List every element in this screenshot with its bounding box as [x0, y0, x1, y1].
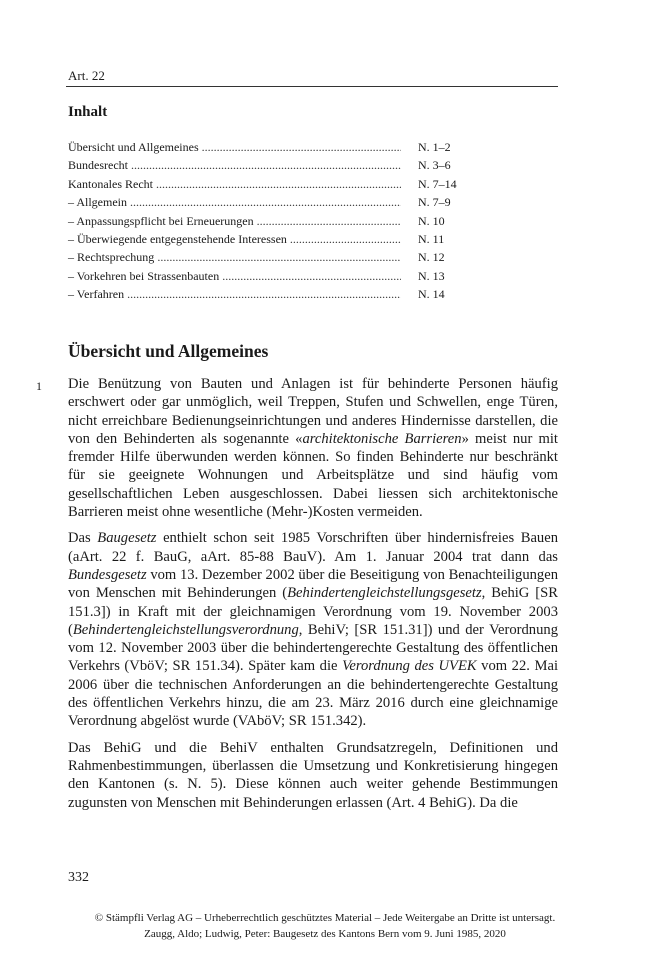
toc-leader	[130, 195, 401, 210]
margin-number: 1	[36, 379, 42, 393]
table-of-contents	[68, 140, 488, 306]
toc-entry[interactable]: – Rechtsprechung ..... N. 12	[68, 250, 488, 268]
toc-leader	[290, 232, 401, 247]
copyright-footer	[0, 910, 650, 942]
toc-entry[interactable]: Kantonales Recht ..... N. 7–14	[68, 177, 488, 195]
toc-entry[interactable]: – Allgemein ..... N. 7–9	[68, 195, 488, 213]
toc-leader	[222, 269, 401, 284]
toc-leader	[131, 158, 401, 173]
article-label: Art. 22	[68, 68, 105, 83]
toc-leader	[156, 177, 401, 192]
page-number: 332	[68, 870, 89, 885]
toc-leader	[127, 287, 401, 302]
toc-entry[interactable]: – Anpassungspflicht bei Erneuerungen ..... N. 10	[68, 214, 488, 232]
footer-line: Zaugg, Aldo; Ludwig, Peter: Baugesetz des Kantons Bern vom 9. Juni 1985, 2020	[144, 928, 506, 940]
header-rule	[66, 86, 558, 87]
toc-entry[interactable]: Bundesrecht ..... N. 3–6	[68, 158, 488, 176]
toc-entry[interactable]: – Verfahren ..... N. 14	[68, 287, 488, 305]
footer-line: © Stämpfli Verlag AG – Urheberrechtlich geschütztes Material – Jede Weitergabe an Dritte ist untersagt.	[94, 912, 556, 924]
toc-entry[interactable]: Übersicht und Allgemeines ..... N. 1–2	[68, 140, 488, 158]
toc-entry[interactable]: – Überwiegende entgegenstehende Interessen ..... N. 11	[68, 232, 488, 250]
toc-leader	[202, 140, 401, 155]
toc-leader	[257, 214, 401, 229]
paragraph: Das Baugesetz enthielt schon seit 1985 Vorschriften über hindernisfreies Bauen (aArt. 22 f. BauG, aArt. 85-88 BauV). Am 1. Januar 2004 trat dann das Bundesgesetz vom 13. Dezember 2002 über die Beseitigung von Benachteiligungen von Menschen mit Behinderungen (Behindertengleichstellungsgesetz, BehiG [SR 151.3]) in Kraft mit der gleichnamigen Verordnung vom 19. November 2003 (Behindertengleichstellungsverordnung, BehiV; [SR 151.31]) und der Verordnung vom 12. November 2003 über die behindertengerechte Gestaltung des öffentlichen Verkehrs (VböV; SR 151.34). Später kam die Verordnung des UVEK vom 22. Mai 2006 über die technischen Anforderungen an die behindertengerechte Gestaltung des öffentlichen Verkehrs hinzu, die am 23. März 2016 durch eine gleichnamige Verordnung abgelöst wurde (VAböV; SR 151.342).	[68, 530, 559, 730]
toc-title: Inhalt	[68, 104, 108, 120]
body-text	[68, 375, 558, 820]
paragraph: Die Benützung von Bauten und Anlagen ist für behinderte Personen häufig erschwert oder gar unmöglich, weil Treppen, Stufen und Schwellen, enge Türen, nicht erreichbare Bedienungseinrichtungen und anderes Hindernisse darstellen, die von den Behinderten als sogenannte «architektonische Barrieren» meist nur mit fremder Hilfe überwunden werden können. So finden Behinderte nur beschränkt für sie geeignete Wohnungen und Arbeitsplätze und sind häufig vom gesellschaftlichen Leben ausgeschlossen. Dabei liessen sich architektonische Barrieren meist ohne wesentliche (Mehr-)Kosten vermeiden.	[68, 376, 558, 521]
toc-entry[interactable]: – Vorkehren bei Strassenbauten ..... N. 13	[68, 269, 488, 287]
section-heading: Übersicht und Allgemeines	[68, 341, 269, 361]
paragraph: Das BehiG und die BehiV enthalten Grundsatzregeln, Definitionen und Rahmenbestimmungen, überlassen die Umsetzung und Konkretisierung hingegen den Kantonen (s. N. 5). Diese können auch weiter gehende Bestimmungen zugunsten von Menschen mit Behinderungen erlassen (Art. 4 BehiG). Da die	[68, 739, 558, 811]
toc-leader	[157, 250, 401, 265]
